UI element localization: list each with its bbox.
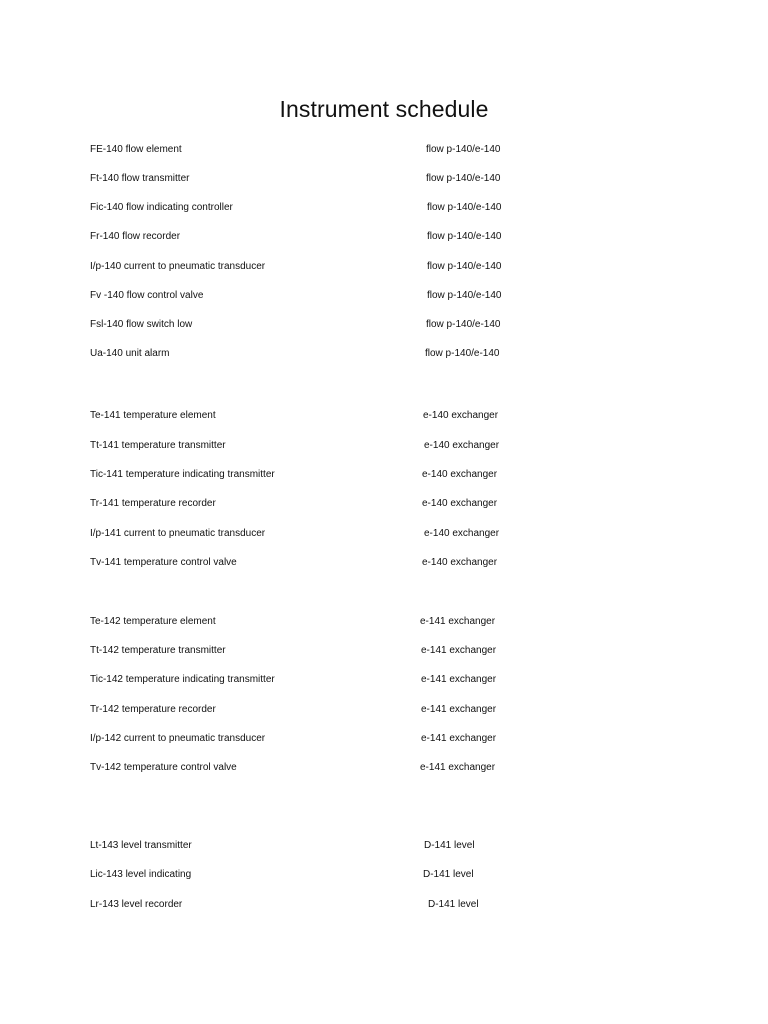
schedule-row — [0, 142, 768, 158]
instrument-location: flow p-140/e-140 — [425, 348, 500, 359]
instrument-location: flow p-140/e-140 — [426, 173, 501, 184]
instrument-name: Fr-140 flow recorder — [90, 231, 181, 242]
instrument-location: flow p-140/e-140 — [427, 261, 502, 272]
page-title: Instrument schedule — [279, 96, 489, 122]
instrument-name: Tt-142 temperature transmitter — [90, 645, 226, 656]
instrument-location: e-141 exchanger — [420, 762, 496, 773]
schedule-row — [0, 317, 768, 333]
schedule-row — [0, 760, 768, 776]
schedule-row — [0, 229, 768, 245]
instrument-location: flow p-140/e-140 — [427, 202, 502, 213]
instrument-name: Lt-143 level transmitter — [90, 840, 192, 851]
schedule-row — [0, 438, 768, 454]
instrument-name: I/p-141 current to pneumatic transducer — [90, 528, 266, 539]
instrument-name: Ft-140 flow transmitter — [90, 173, 190, 184]
instrument-name: Tt-141 temperature transmitter — [90, 440, 226, 451]
instrument-name: Tr-141 temperature recorder — [90, 498, 216, 509]
schedule-row — [0, 200, 768, 216]
instrument-name: FE-140 flow element — [90, 144, 182, 155]
instrument-location: e-141 exchanger — [421, 645, 497, 656]
schedule-row — [0, 171, 768, 187]
instrument-name: I/p-140 current to pneumatic transducer — [90, 261, 266, 272]
instrument-name: Fsl-140 flow switch low — [90, 319, 193, 330]
schedule-row — [0, 288, 768, 304]
schedule-row — [0, 897, 768, 913]
instrument-location: e-140 exchanger — [422, 557, 498, 568]
instrument-name: Fic-140 flow indicating controller — [90, 202, 233, 213]
instrument-location: e-140 exchanger — [422, 469, 498, 480]
instrument-name: I/p-142 current to pneumatic transducer — [90, 733, 266, 744]
schedule-row — [0, 259, 768, 275]
instrument-location: e-141 exchanger — [421, 733, 497, 744]
instrument-name: Tic-141 temperature indicating transmitter — [90, 469, 275, 480]
schedule-row — [0, 643, 768, 659]
instrument-location: flow p-140/e-140 — [427, 290, 502, 301]
instrument-location: e-140 exchanger — [424, 440, 500, 451]
schedule-row — [0, 526, 768, 542]
instrument-location: flow p-140/e-140 — [426, 319, 501, 330]
instrument-location: flow p-140/e-140 — [427, 231, 502, 242]
instrument-location: e-140 exchanger — [423, 410, 499, 421]
instrument-location: D-141 level — [423, 869, 474, 880]
instrument-name: Fv -140 flow control valve — [90, 290, 204, 301]
schedule-row — [0, 555, 768, 571]
instrument-name: Tv-142 temperature control valve — [90, 762, 237, 773]
schedule-row — [0, 346, 768, 362]
schedule-row — [0, 731, 768, 747]
instrument-location: D-141 level — [428, 899, 479, 910]
schedule-row — [0, 408, 768, 424]
instrument-location: D-141 level — [424, 840, 475, 851]
schedule-row — [0, 702, 768, 718]
instrument-name: Ua-140 unit alarm — [90, 348, 170, 359]
instrument-name: Tr-142 temperature recorder — [90, 704, 216, 715]
instrument-location: e-141 exchanger — [421, 674, 497, 685]
instrument-name: Lic-143 level indicating — [90, 869, 192, 880]
instrument-name: Te-141 temperature element — [90, 410, 216, 421]
instrument-location: flow p-140/e-140 — [426, 144, 501, 155]
instrument-location: e-141 exchanger — [420, 616, 496, 627]
schedule-row — [0, 672, 768, 688]
instrument-name: Te-142 temperature element — [90, 616, 216, 627]
instrument-location: e-140 exchanger — [424, 528, 500, 539]
schedule-row — [0, 496, 768, 512]
instrument-name: Tic-142 temperature indicating transmitter — [90, 674, 275, 685]
schedule-row — [0, 838, 768, 854]
instrument-name: Lr-143 level recorder — [90, 899, 183, 910]
schedule-row — [0, 614, 768, 630]
schedule-row — [0, 467, 768, 483]
instrument-name: Tv-141 temperature control valve — [90, 557, 237, 568]
instrument-location: e-141 exchanger — [421, 704, 497, 715]
schedule-row — [0, 867, 768, 883]
instrument-location: e-140 exchanger — [422, 498, 498, 509]
